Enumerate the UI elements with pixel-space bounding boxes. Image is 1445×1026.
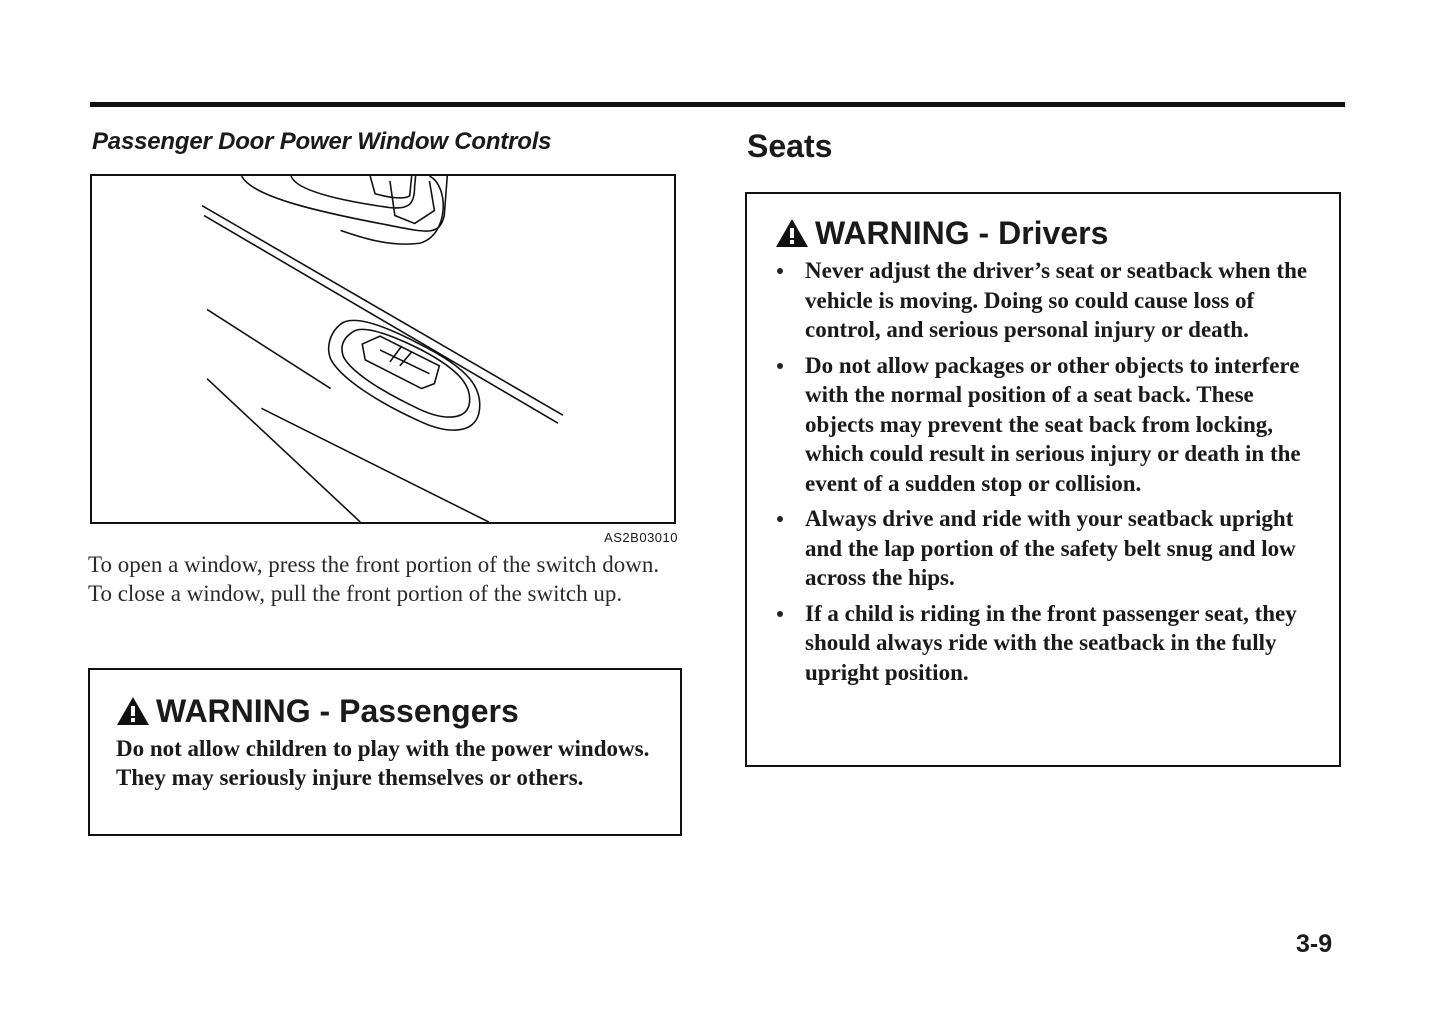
drivers-warning-box (745, 192, 1341, 767)
drivers-warning-title-text: WARNING - Drivers (815, 215, 1109, 251)
bullet-dot-icon (777, 363, 783, 369)
warning-triangle-icon (775, 218, 809, 248)
list-item (775, 351, 1313, 499)
passenger-warning-title (116, 692, 654, 730)
list-item-text: Always drive and ride with your seatback upright and the lap portion of the safety belt snug and low across the hips. (805, 506, 1296, 590)
bullet-dot-icon (777, 611, 783, 617)
passenger-warning-box (88, 668, 682, 836)
top-rule (90, 102, 1345, 107)
list-item-text: If a child is riding in the front passenger seat, they should always ride with the seatback in the fully upright position. (805, 600, 1297, 685)
passenger-warning-body: Do not allow children to play with the power windows. They may seriously injure themselves or others. (116, 736, 650, 790)
section-heading-seats: Seats (747, 128, 833, 164)
list-item (775, 504, 1313, 593)
drivers-warning-list (775, 256, 1313, 687)
passenger-warning-title-text: WARNING - Passengers (156, 693, 519, 729)
list-item-text: Never adjust the driver’s seat or seatback when the vehicle is moving. Doing so could cause loss of control, and serious personal injury or death. (805, 258, 1308, 342)
page-number: 3-9 (1296, 930, 1333, 958)
section-heading-window-controls: Passenger Door Power Window Controls (92, 128, 552, 155)
window-switch-illustration (90, 174, 676, 524)
drivers-warning-title (775, 214, 1313, 252)
figure-code: AS2B03010 (604, 530, 678, 545)
list-item (775, 599, 1313, 688)
window-instruction-text: To open a window, press the front portion of the switch down. To close a window, pull the front portion of the switch up. (88, 552, 660, 606)
bullet-dot-icon (777, 516, 783, 522)
list-item-text: Do not allow packages or other objects to interfere with the normal position of a seat back. These objects may prevent the seat back from locking, which could result in serious injury or death in the event of a sudden stop or collision. (805, 352, 1301, 496)
warning-triangle-icon (116, 696, 150, 726)
list-item (775, 256, 1313, 345)
bullet-dot-icon (777, 268, 783, 274)
